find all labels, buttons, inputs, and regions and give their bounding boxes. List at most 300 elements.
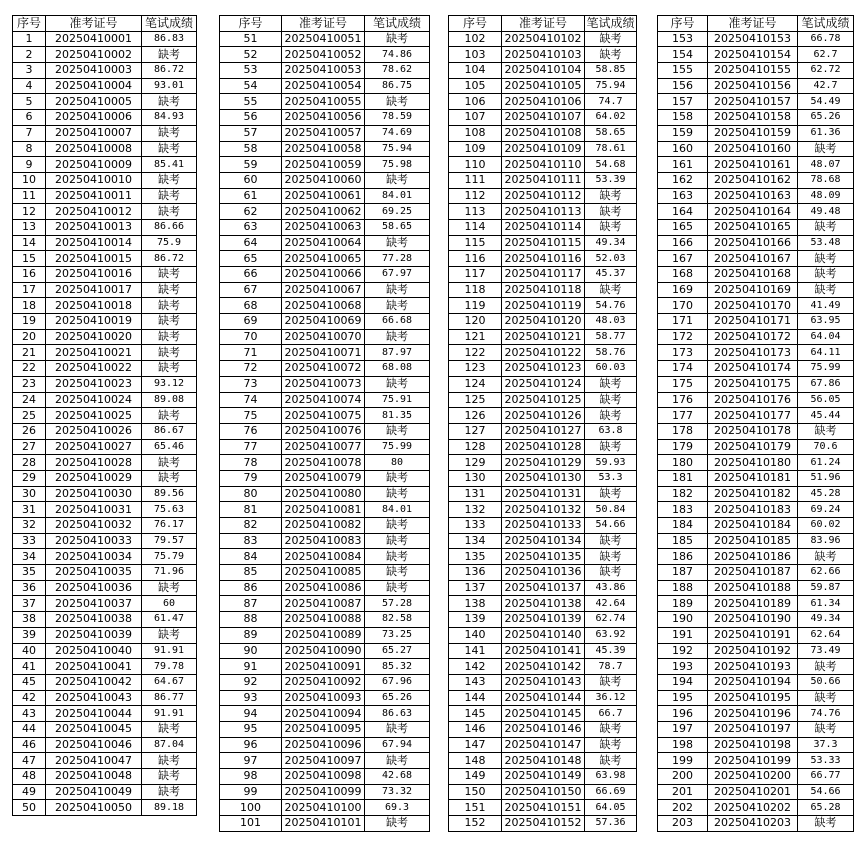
seq-cell: 164 [658,204,708,220]
score-cell: 缺考 [365,565,430,581]
table-row [13,721,197,737]
exam-no-cell: 20250410062 [282,204,365,220]
seq-cell: 203 [658,816,708,832]
seq-cell: 92 [220,674,282,690]
exam-no-cell: 20250410047 [46,753,142,769]
table-row [449,63,637,79]
score-cell: 51.96 [798,470,854,486]
table-row [220,627,430,643]
exam-no-cell: 20250410071 [282,345,365,361]
table-row [658,659,854,675]
score-table-1 [12,15,197,816]
score-cell: 缺考 [585,549,637,565]
exam-no-cell: 20250410154 [708,47,798,63]
score-cell: 53.48 [798,235,854,251]
exam-no-cell: 20250410085 [282,565,365,581]
seq-cell: 133 [449,518,502,534]
table-row [220,753,430,769]
table-row [449,47,637,63]
seq-cell: 65 [220,251,282,267]
seq-cell: 192 [658,643,708,659]
table-row [449,486,637,502]
exam-no-cell: 20250410179 [708,439,798,455]
table-row [13,345,197,361]
exam-no-cell: 20250410060 [282,172,365,188]
score-cell: 53.33 [798,753,854,769]
exam-no-cell: 20250410035 [46,565,142,581]
seq-cell: 132 [449,502,502,518]
seq-cell: 99 [220,784,282,800]
exam-no-cell: 20250410025 [46,408,142,424]
seq-cell: 152 [449,816,502,832]
exam-no-cell: 20250410180 [708,455,798,471]
seq-cell: 1 [13,31,46,47]
score-cell: 86.77 [142,690,197,706]
exam-no-cell: 20250410161 [708,157,798,173]
table-row [658,596,854,612]
header-seq: 序号 [13,16,46,32]
exam-no-cell: 20250410141 [502,643,585,659]
table-row [449,94,637,110]
seq-cell: 194 [658,674,708,690]
table-row [449,392,637,408]
exam-no-cell: 20250410023 [46,376,142,392]
score-cell: 缺考 [365,486,430,502]
exam-no-cell: 20250410073 [282,376,365,392]
exam-no-cell: 20250410155 [708,63,798,79]
header-score: 笔试成绩 [798,16,854,32]
seq-cell: 126 [449,408,502,424]
seq-cell: 88 [220,612,282,628]
exam-no-cell: 20250410203 [708,816,798,832]
exam-no-cell: 20250410030 [46,486,142,502]
exam-no-cell: 20250410106 [502,94,585,110]
seq-cell: 184 [658,518,708,534]
exam-no-cell: 20250410181 [708,470,798,486]
table-row [449,627,637,643]
table-row [658,408,854,424]
seq-cell: 183 [658,502,708,518]
seq-cell: 179 [658,439,708,455]
score-cell: 63.95 [798,314,854,330]
exam-no-cell: 20250410003 [46,63,142,79]
exam-no-cell: 20250410051 [282,31,365,47]
table-row [220,376,430,392]
exam-no-cell: 20250410107 [502,110,585,126]
exam-no-cell: 20250410028 [46,455,142,471]
seq-cell: 97 [220,753,282,769]
seq-cell: 196 [658,706,708,722]
score-cell: 42.7 [798,78,854,94]
exam-no-cell: 20250410117 [502,267,585,283]
table-row [220,486,430,502]
seq-cell: 124 [449,376,502,392]
exam-no-cell: 20250410048 [46,769,142,785]
exam-no-cell: 20250410115 [502,235,585,251]
exam-no-cell: 20250410184 [708,518,798,534]
exam-no-cell: 20250410148 [502,753,585,769]
table-row [658,204,854,220]
exam-no-cell: 20250410018 [46,298,142,314]
score-cell: 86.75 [365,78,430,94]
score-cell: 缺考 [798,141,854,157]
score-cell: 85.41 [142,157,197,173]
score-cell: 缺考 [798,659,854,675]
exam-no-cell: 20250410010 [46,172,142,188]
score-cell: 48.07 [798,157,854,173]
table-row [220,345,430,361]
score-cell: 缺考 [365,580,430,596]
score-cell: 缺考 [365,533,430,549]
table-row [449,596,637,612]
exam-no-cell: 20250410086 [282,580,365,596]
score-cell: 缺考 [142,172,197,188]
exam-no-cell: 20250410092 [282,674,365,690]
seq-cell: 167 [658,251,708,267]
score-cell: 62.66 [798,565,854,581]
seq-cell: 57 [220,125,282,141]
score-cell: 84.93 [142,110,197,126]
score-cell: 缺考 [798,721,854,737]
score-cell: 71.96 [142,565,197,581]
exam-no-cell: 20250410080 [282,486,365,502]
table-row [658,549,854,565]
exam-no-cell: 20250410195 [708,690,798,706]
seq-cell: 147 [449,737,502,753]
exam-no-cell: 20250410022 [46,361,142,377]
score-cell: 93.01 [142,78,197,94]
exam-no-cell: 20250410200 [708,769,798,785]
score-cell: 缺考 [365,235,430,251]
table-row [658,361,854,377]
table-row [658,533,854,549]
table-row [220,298,430,314]
score-cell: 缺考 [585,376,637,392]
table-row [220,314,430,330]
exam-no-cell: 20250410109 [502,141,585,157]
score-cell: 45.37 [585,267,637,283]
exam-no-cell: 20250410145 [502,706,585,722]
table-row [449,314,637,330]
seq-cell: 123 [449,361,502,377]
score-cell: 缺考 [585,282,637,298]
table-row [13,204,197,220]
table-row [658,251,854,267]
score-cell: 48.09 [798,188,854,204]
table-row [449,172,637,188]
exam-no-cell: 20250410008 [46,141,142,157]
exam-no-cell: 20250410074 [282,392,365,408]
table-row [220,392,430,408]
seq-cell: 79 [220,470,282,486]
seq-cell: 28 [13,455,46,471]
seq-cell: 15 [13,251,46,267]
table-row [449,267,637,283]
seq-cell: 56 [220,110,282,126]
seq-cell: 59 [220,157,282,173]
seq-cell: 36 [13,580,46,596]
seq-cell: 198 [658,737,708,753]
seq-cell: 8 [13,141,46,157]
score-cell: 74.69 [365,125,430,141]
seq-cell: 45 [13,674,46,690]
seq-cell: 136 [449,565,502,581]
table-row [13,455,197,471]
score-cell: 缺考 [142,141,197,157]
exam-no-cell: 20250410069 [282,314,365,330]
exam-no-cell: 20250410146 [502,721,585,737]
table-row [13,502,197,518]
score-cell: 缺考 [142,267,197,283]
table-row [658,188,854,204]
table-row [658,565,854,581]
table-row [449,470,637,486]
exam-no-cell: 20250410032 [46,518,142,534]
seq-cell: 94 [220,706,282,722]
seq-cell: 127 [449,423,502,439]
table-row [13,172,197,188]
seq-cell: 134 [449,533,502,549]
score-cell: 85.32 [365,659,430,675]
table-row [658,47,854,63]
table-row [13,267,197,283]
header-score: 笔试成绩 [365,16,430,32]
exam-no-cell: 20250410043 [46,690,142,706]
score-cell: 75.98 [365,157,430,173]
seq-cell: 10 [13,172,46,188]
seq-cell: 49 [13,784,46,800]
table-row [220,251,430,267]
exam-no-cell: 20250410194 [708,674,798,690]
header-exam-no: 准考证号 [46,16,142,32]
seq-cell: 2 [13,47,46,63]
exam-no-cell: 20250410199 [708,753,798,769]
score-cell: 缺考 [142,298,197,314]
exam-no-cell: 20250410198 [708,737,798,753]
exam-no-cell: 20250410100 [282,800,365,816]
table-row [658,298,854,314]
table-row [449,769,637,785]
table-row [658,455,854,471]
table-row [13,690,197,706]
exam-no-cell: 20250410075 [282,408,365,424]
score-cell: 缺考 [585,533,637,549]
exam-no-cell: 20250410143 [502,674,585,690]
seq-cell: 93 [220,690,282,706]
table-row [13,31,197,47]
seq-cell: 12 [13,204,46,220]
seq-cell: 117 [449,267,502,283]
seq-cell: 119 [449,298,502,314]
score-cell: 58.77 [585,329,637,345]
exam-no-cell: 20250410054 [282,78,365,94]
seq-cell: 100 [220,800,282,816]
score-cell: 缺考 [585,219,637,235]
exam-no-cell: 20250410168 [708,267,798,283]
exam-no-cell: 20250410176 [708,392,798,408]
exam-no-cell: 20250410088 [282,612,365,628]
table-row [449,659,637,675]
score-cell: 缺考 [142,784,197,800]
table-row [449,549,637,565]
exam-no-cell: 20250410006 [46,110,142,126]
table-row [220,800,430,816]
score-table-2 [219,15,430,832]
seq-cell: 96 [220,737,282,753]
header-score: 笔试成绩 [586,16,635,31]
score-cell: 54.49 [798,94,854,110]
seq-cell: 61 [220,188,282,204]
score-cell: 缺考 [585,486,637,502]
score-cell: 42.68 [365,769,430,785]
table-row [220,439,430,455]
exam-no-cell: 20250410127 [502,423,585,439]
score-cell: 66.69 [585,784,637,800]
score-cell: 缺考 [585,408,637,424]
seq-cell: 82 [220,518,282,534]
seq-cell: 163 [658,188,708,204]
seq-cell: 186 [658,549,708,565]
score-cell: 69.24 [798,502,854,518]
table-row [449,721,637,737]
table-row [449,706,637,722]
seq-cell: 32 [13,518,46,534]
seq-cell: 35 [13,565,46,581]
score-cell: 58.76 [585,345,637,361]
seq-cell: 53 [220,63,282,79]
score-cell: 61.36 [798,125,854,141]
table-row [449,345,637,361]
seq-cell: 98 [220,769,282,785]
seq-cell: 128 [449,439,502,455]
exam-no-cell: 20250410013 [46,219,142,235]
table-row [449,423,637,439]
seq-cell: 107 [449,110,502,126]
exam-no-cell: 20250410007 [46,125,142,141]
table-row [220,172,430,188]
header-exam-no: 准考证号 [502,16,585,32]
table-row [658,486,854,502]
table-row [449,612,637,628]
header-exam-no: 准考证号 [282,16,365,32]
table-row [13,47,197,63]
score-cell: 59.93 [585,455,637,471]
score-cell: 63.98 [585,769,637,785]
score-cell: 缺考 [142,314,197,330]
seq-cell: 161 [658,157,708,173]
exam-no-cell: 20250410126 [502,408,585,424]
exam-no-cell: 20250410185 [708,533,798,549]
seq-cell: 27 [13,439,46,455]
exam-no-cell: 20250410190 [708,612,798,628]
exam-no-cell: 20250410116 [502,251,585,267]
table-row [13,282,197,298]
score-cell: 缺考 [142,345,197,361]
table-row [658,110,854,126]
exam-no-cell: 20250410027 [46,439,142,455]
seq-cell: 104 [449,63,502,79]
seq-cell: 129 [449,455,502,471]
seq-cell: 120 [449,314,502,330]
exam-no-cell: 20250410077 [282,439,365,455]
exam-no-cell: 20250410042 [46,674,142,690]
seq-cell: 26 [13,423,46,439]
seq-cell: 149 [449,769,502,785]
table-row [449,298,637,314]
score-cell: 缺考 [365,282,430,298]
exam-no-cell: 20250410089 [282,627,365,643]
score-cell: 缺考 [142,125,197,141]
table-row [449,533,637,549]
score-cell: 缺考 [585,674,637,690]
table-row [13,769,197,785]
table-row [220,721,430,737]
score-cell: 49.34 [798,612,854,628]
score-cell: 45.28 [798,486,854,502]
score-cell: 86.72 [142,251,197,267]
seq-cell: 199 [658,753,708,769]
table-row [449,157,637,173]
exam-no-cell: 20250410175 [708,376,798,392]
seq-cell: 68 [220,298,282,314]
score-cell: 80 [365,455,430,471]
exam-no-cell: 20250410016 [46,267,142,283]
score-cell: 缺考 [365,470,430,486]
header-row [449,16,637,32]
exam-no-cell: 20250410083 [282,533,365,549]
score-cell: 缺考 [798,219,854,235]
exam-no-cell: 20250410120 [502,314,585,330]
exam-no-cell: 20250410105 [502,78,585,94]
score-cell: 74.76 [798,706,854,722]
score-cell: 缺考 [365,549,430,565]
table-row [13,784,197,800]
score-cell: 60.03 [585,361,637,377]
score-cell: 64.11 [798,345,854,361]
seq-cell: 111 [449,172,502,188]
seq-cell: 72 [220,361,282,377]
seq-cell: 110 [449,157,502,173]
table-row [449,737,637,753]
exam-no-cell: 20250410192 [708,643,798,659]
exam-no-cell: 20250410137 [502,580,585,596]
seq-cell: 31 [13,502,46,518]
table-row [449,110,637,126]
score-cell: 53.3 [585,470,637,486]
table-row [13,298,197,314]
score-cell: 75.9 [142,235,197,251]
table-row [658,423,854,439]
exam-no-cell: 20250410170 [708,298,798,314]
score-cell: 64.04 [798,329,854,345]
table-row [220,47,430,63]
seq-cell: 73 [220,376,282,392]
seq-cell: 24 [13,392,46,408]
exam-no-cell: 20250410049 [46,784,142,800]
seq-cell: 122 [449,345,502,361]
score-cell: 78.61 [585,141,637,157]
exam-no-cell: 20250410131 [502,486,585,502]
seq-cell: 142 [449,659,502,675]
score-cell: 缺考 [798,251,854,267]
header-seq: 序号 [220,16,282,32]
score-cell: 缺考 [585,737,637,753]
table-row [220,565,430,581]
header-seq: 序号 [658,16,708,32]
score-cell: 54.76 [585,298,637,314]
exam-no-cell: 20250410118 [502,282,585,298]
table-row [658,612,854,628]
